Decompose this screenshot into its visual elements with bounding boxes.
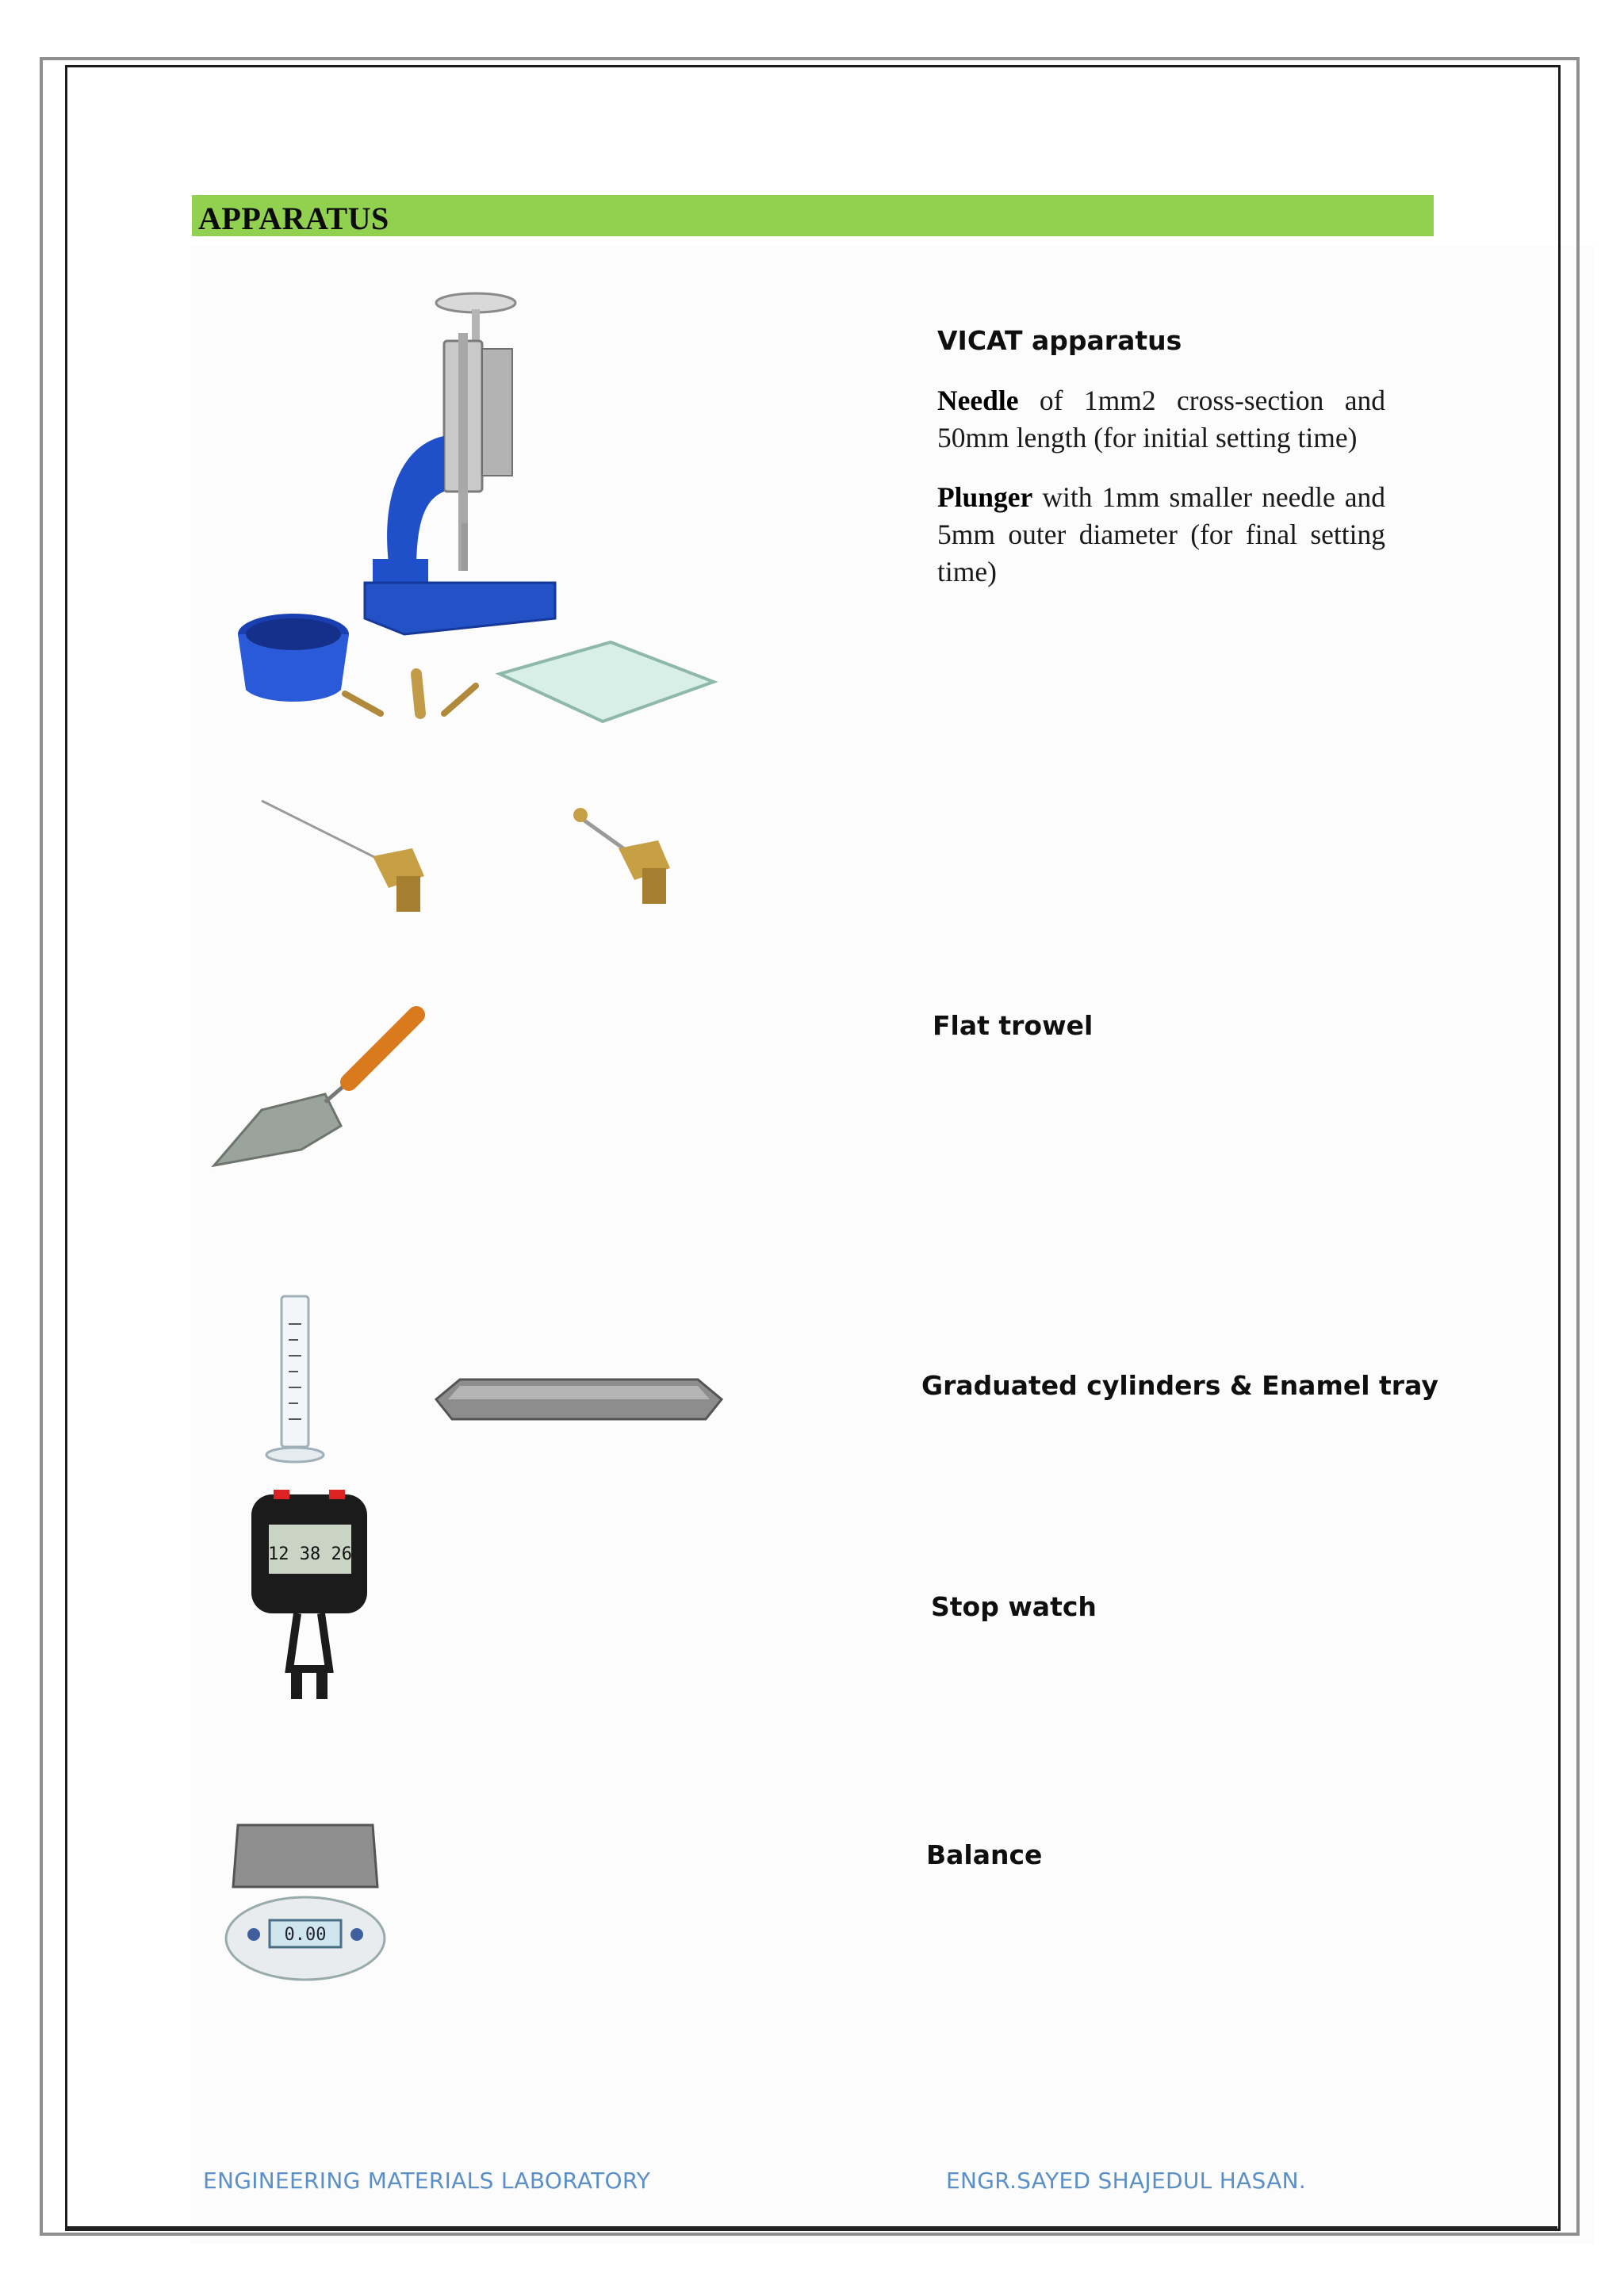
stopwatch-title: Stop watch [931, 1591, 1097, 1622]
stopwatch-display: 12 38 26 [268, 1544, 352, 1564]
balance-title: Balance [926, 1839, 1043, 1870]
footer-right: ENGR.SAYED SHAJEDUL HASAN. [946, 2168, 1307, 2194]
cylinders-tray-title: Graduated cylinders & Enamel tray [921, 1370, 1438, 1401]
enamel-tray-image [428, 1364, 730, 1435]
plunger-label: Plunger [937, 481, 1033, 513]
stopwatch-image [242, 1487, 377, 1709]
balance-image [222, 1816, 396, 1990]
trowel-title: Flat trowel [933, 1010, 1094, 1041]
trowel-image [206, 991, 460, 1181]
balance-display: 0.00 [284, 1925, 327, 1945]
page-border-shadow [67, 2226, 1557, 2231]
needle-label: Needle [937, 385, 1019, 416]
section-heading: APPARATUS [198, 201, 389, 236]
vicat-plunger-description [937, 479, 1385, 591]
graduated-cylinder-image [262, 1292, 333, 1467]
needle-plunger-image [254, 785, 714, 928]
vicat-apparatus-image [230, 285, 722, 745]
needle-text: of 1mm2 cross-section and 50mm length (for initial setting time) [937, 385, 1385, 453]
section-banner [192, 195, 1434, 236]
footer-left: ENGINEERING MATERIALS LABORATORY [203, 2168, 651, 2194]
vicat-title: VICAT apparatus [937, 325, 1182, 356]
vicat-needle-description [937, 382, 1385, 457]
plunger-text: with 1mm smaller needle and 5mm outer diameter (for final setting time) [937, 481, 1385, 587]
